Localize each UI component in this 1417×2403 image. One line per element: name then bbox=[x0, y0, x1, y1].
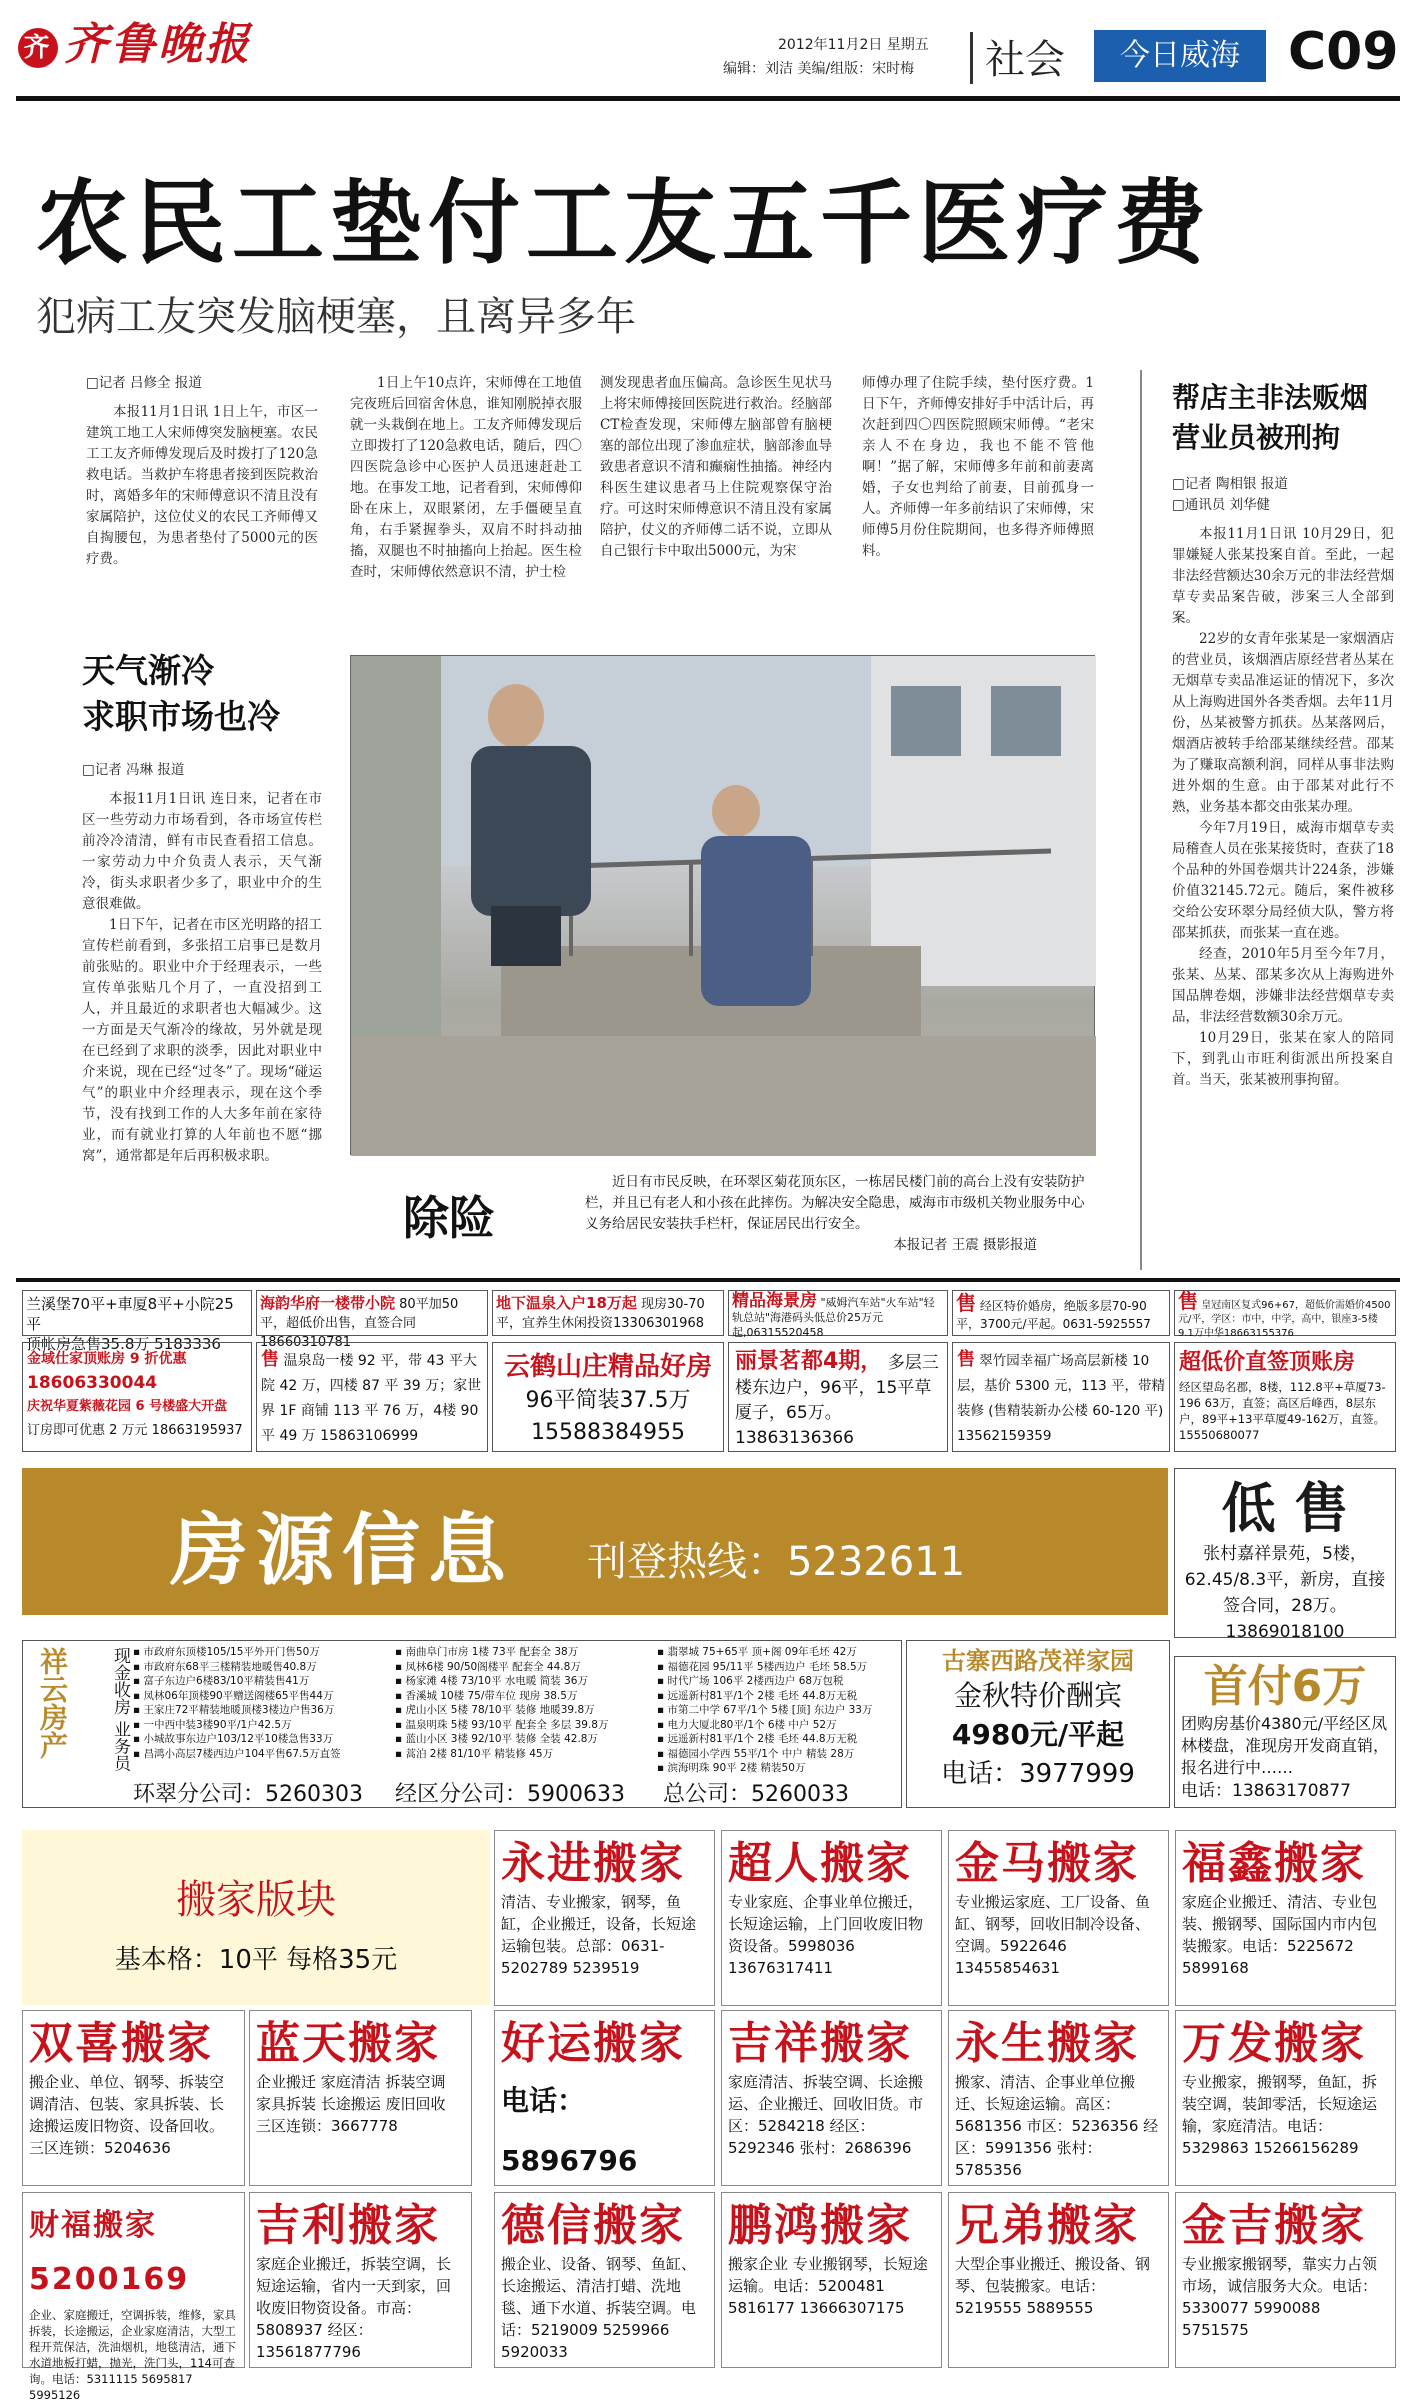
branch-phone: 总公司：5260033 bbox=[663, 1782, 849, 1807]
paragraph: 经查，2010年5月至今年7月，张某、丛某、邵某多次从上海购进外国品牌卷烟，涉嫌非法经营烟草专卖品，非法经营数额30余万元。 bbox=[1172, 946, 1394, 1025]
moving-ad-text: 家庭清洁、拆装空调、长途搬运、企业搬迁、回收旧货。市区：5284218 经区：5292346 张村：2686396 bbox=[728, 2073, 924, 2157]
listing-item: ▪ 凤林06年顶楼90平赠送阁楼65平售44万 bbox=[133, 1689, 334, 1702]
listing-item: ▪ 福德花园 95/11平 5楼西边户 毛坯 58.5万 bbox=[657, 1660, 868, 1673]
agency-sub: 现金收房 业务员 bbox=[110, 1647, 130, 1772]
moving-ad-name: 吉利搬家 bbox=[256, 2200, 440, 2251]
paragraph: 1日下午，记者在市区光明路的招工宣传栏前看到，多张招工启事已是数月前张贴的。职业中介于经理表示，一些宣传单张贴几个月了，一直没招到工人，并且最近的求职者也大幅减少。这一方面是天气渐冷的缘故，另外就是现在已经到了求职的淡季，因此对职业中介来说，现在已经“过冬”了。现场“碰运气”的职业中介经理表示，现在这个季节，没有找到工作的人大多年前在家待业，而有就业打算的人年前也不愿“挪窝”，通常都是年后再积极求职。 bbox=[82, 917, 322, 1164]
news-photo bbox=[350, 655, 1095, 1155]
caption-text: 近日有市民反映，在环翠区菊花顶东区，一栋居民楼门前的高台上没有安装防护栏，并且已有老人和小孩在此摔伤。为解决安全隐患，威海市市级机关物业服务中心义务给居民安装扶手栏杆，保证居民出行安全。 bbox=[585, 1174, 1085, 1232]
headline: 农民工垫付工友五千医疗费 bbox=[36, 170, 1213, 277]
moving-ad-text: 专业家庭、企事业单位搬迁，长短途运输，上门回收废旧物资设备。5998036 13676317411 bbox=[728, 1893, 924, 1977]
ad-title: 庆祝华夏紫薇花园 6 号楼盛大开盘 bbox=[27, 1399, 228, 1414]
ad-title: 丽景茗都4期， bbox=[735, 1349, 883, 1374]
listing-item: ▪ 王家庄72平精装地暖顶楼3楼边户售36万 bbox=[133, 1704, 335, 1716]
cigarette-article bbox=[1172, 378, 1394, 1091]
listing-item: ▪ 电力大厦北80平/1个 6楼 中户 52万 bbox=[657, 1718, 837, 1731]
gucun-ad bbox=[906, 1640, 1170, 1808]
ad-phone: 15588384955 bbox=[531, 1420, 685, 1445]
ad-text: 团购房基价4380元/平经区凤林楼盘，准现房开发商直销，报名进行中…… bbox=[1181, 1714, 1390, 1777]
classified-ad bbox=[256, 1290, 488, 1350]
ad-text: 96平简装37.5万 bbox=[525, 1388, 691, 1413]
moving-ad-name: 福鑫搬家 bbox=[1182, 1838, 1366, 1889]
byline: □记者 陶相银 报道 bbox=[1172, 476, 1288, 492]
ad-text: 经区特价婚房，绝版多层70-90平，3700元/平起。0631-5925557 bbox=[956, 1299, 1151, 1331]
paragraph: 10月29日，张某在家人的陪同下，到乳山市旺利街派出所投案自首。当天，张某被刑事拘留。 bbox=[1172, 1030, 1394, 1088]
listing-item: ▪ 富子东边户6楼83/10平精装售41万 bbox=[133, 1675, 310, 1687]
photo-credit: 本报记者 王震 摄影报道 bbox=[893, 1237, 1037, 1253]
moving-ad-text: 专业搬家，搬钢琴，鱼缸，拆装空调，装卸零活，长短途运输，家庭清洁。电话：5329863 15266156289 bbox=[1182, 2073, 1378, 2157]
paragraph: 师傅办理了住院手续，垫付医疗费。1日下午，齐师傅安排好手中活计后，再次赶到四〇四医院照顾宋师傅。“老宋亲人不在身边，我也不能不管他啊！”据了解，宋师傅多年前和前妻离婚，子女也判给了前妻，目前孤身一人。齐师傅一年多前结识了宋师傅，宋师傅5月份住院期间，也多得齐师傅照料。 bbox=[862, 375, 1094, 559]
listing-item: ▪ 市第二中学 67平/1个 5楼 [顶] 东边户 33万 bbox=[657, 1704, 873, 1716]
moving-ad-text: 专业搬家搬钢琴，靠实力占领市场，诚信服务大众。电话：5330077 5990088 5751575 bbox=[1182, 2255, 1378, 2339]
ad-text: 经区望岛名郡，8楼，112.8平+草厦73-196 63万，直签；高区后峰西，8层东户，89平+13平草厦49-162万，直签。15550680077 bbox=[1179, 1380, 1386, 1442]
listing-item: ▪ 时代广场 106平 2楼西边户 68万包税 bbox=[657, 1675, 844, 1687]
xiangyun-realty-ad bbox=[22, 1640, 902, 1808]
classified-ad bbox=[492, 1342, 724, 1452]
ad-text: 张村嘉祥景苑，5楼，62.45/8.3平，新房，直接签合同，28万。13869018100 bbox=[1184, 1544, 1386, 1642]
moving-ad-name: 财福搬家5200169 bbox=[29, 2208, 190, 2297]
listing-item: ▪ 蓝山小区 3楼 92/10平 装修 全装 42.8万 bbox=[395, 1733, 598, 1745]
article-col-3 bbox=[600, 373, 832, 562]
listing-item: ▪ 滨海明珠 90平 2楼 精装50万 bbox=[657, 1762, 806, 1774]
ad-text: 订房即可优惠 2 万元 18663195937 bbox=[27, 1423, 243, 1438]
logo-text: 齐鲁晚报 bbox=[64, 19, 252, 70]
moving-ad bbox=[22, 2192, 245, 2402]
ad-title: 古寨西路茂祥家园 bbox=[942, 1647, 1134, 1675]
classified-ad bbox=[492, 1290, 724, 1336]
listing-item: ▪ 蒿泊 2楼 81/10平 精装修 45万 bbox=[395, 1747, 554, 1760]
article-col-4 bbox=[862, 373, 1094, 562]
logo-icon: 齐 bbox=[18, 28, 58, 68]
classified-ad bbox=[1174, 1342, 1396, 1452]
ad-title: 售 bbox=[1178, 1289, 1198, 1313]
moving-ad bbox=[948, 2192, 1169, 2368]
banner-hotline: 刊登热线：5232611 bbox=[587, 1539, 966, 1585]
listing-item: ▪ 一中西中装3楼90平/1户42.5万 bbox=[133, 1718, 292, 1731]
paragraph: 今年7月19日，威海市烟草专卖局稽查人员在张某接货时，查获了18个品种的外国卷烟共计224条，涉嫌价值32145.72元。随后，案件被移交给公安环翠分局经侦大队，警方将邵某抓获，而张某一直在逃。 bbox=[1172, 820, 1394, 941]
moving-ad bbox=[721, 1830, 942, 2006]
classified-ad bbox=[728, 1290, 948, 1339]
page-number: C09 bbox=[1288, 22, 1399, 82]
moving-ad-name: 鹏鸿搬家 bbox=[728, 2200, 912, 2251]
listing-item: ▪ 香溪城 10楼 75/带车位 现房 38.5万 bbox=[395, 1689, 578, 1702]
article-col-2 bbox=[350, 373, 582, 583]
listing-item: ▪ 远遥新村81平/1个 2楼 毛坯 44.8万无税 bbox=[657, 1689, 858, 1702]
listing-item: ▪ 市政府东顶楼105/15平外开门售50万 bbox=[133, 1646, 320, 1658]
issue-date: 2012年11月2日 星期五 bbox=[778, 37, 929, 53]
byline: □通讯员 刘华健 bbox=[1172, 497, 1271, 513]
moving-ad bbox=[948, 1830, 1169, 2006]
ad-phone: 电话：13863170877 bbox=[1181, 1781, 1351, 1801]
ad-title: 云鹤山庄精品好房 bbox=[503, 1352, 712, 1382]
article-col-1 bbox=[86, 373, 318, 570]
ad-text: 多层三楼东边户，96平，15平草厦子，65万。13863136366 bbox=[735, 1353, 939, 1448]
cig-title-2: 营业员被刑拘 bbox=[1172, 421, 1341, 454]
byline: □记者 吕修全 报道 bbox=[86, 375, 202, 391]
branch-phone: 经区分公司：5900633 bbox=[395, 1782, 625, 1807]
ad-text: 顶帐房急售35.8万 5183336 bbox=[26, 1335, 221, 1353]
first-payment-ad bbox=[1174, 1656, 1396, 1808]
ads-rule bbox=[16, 1278, 1400, 1282]
paragraph: 22岁的女青年张某是一家烟酒店的营业员，该烟酒店原经营者丛某在无烟草专卖品准运证的情况下，多次从上海购进国外各类香烟。去年11月份，丛某被警方抓获。丛某落网后，烟酒店被转手给邵某继续经营。邵某为了赚取高额利润，同样从事非法购进外烟的生意。由于邵某对此行不熟，业务基本都交由张某办理。 bbox=[1172, 631, 1394, 815]
photo-caption bbox=[585, 1172, 1097, 1256]
listing-item: ▪ 小城故事东边户103/12平10楼急售33万 bbox=[133, 1733, 334, 1745]
moving-ad bbox=[721, 2192, 942, 2368]
moving-ad bbox=[494, 2010, 715, 2186]
ad-text: 80平加50平，超低价出售，直签合同 18660310781 bbox=[260, 1297, 459, 1350]
paragraph: 测发现患者血压偏高。急诊医生见状马上将宋师傅接回医院进行救治。经脑部CT检查发现，宋师傅左脑部曾有脑梗塞的部位出现了渗血症状，脑部渗血导致患者意识不清和癫痫性抽搐。神经内科医生建议患者马上住院观察保守治疗。可这时宋师傅意识不清且没有家属陪护，仗义的齐师傅二话不说，立即从自己银行卡中取出5000元，为宋 bbox=[600, 375, 832, 559]
ad-text: 翠竹园幸福广场高层新楼 10 层，基价 5300 元，113 平，带精装修 (售精装新办公楼 60-120 平) 13562159359 bbox=[957, 1353, 1165, 1444]
moving-ad bbox=[1175, 2010, 1396, 2186]
moving-ad-text: 家庭企业搬迁，拆装空调，长短途运输，省内一天到家，回收废旧物资设备。市高：5808937 经区：13561877796 bbox=[256, 2255, 452, 2361]
ad-text: 现房30-70平，宜养生休闲投资13306301968 bbox=[496, 1297, 705, 1331]
ad-text: 皇冠南区复式96+67，超低价需婚价4500元/平，学区：市中，中学，高中，银座3-5楼9.1万中华18663155376 bbox=[1178, 1300, 1391, 1339]
moving-ad-text: 搬家、清洁、企事业单位搬迁、长短途运输。高区：5681356 市区：5236356 经区：5991356 张村：5785356 bbox=[955, 2073, 1159, 2179]
listing-col-1 bbox=[133, 1645, 393, 1761]
moving-ad-text: 大型企事业搬迁、搬设备、钢琴、包装搬家。电话：5219555 5889555 bbox=[955, 2255, 1151, 2317]
ad-title: 售 bbox=[261, 1349, 279, 1370]
moving-ad-name: 永进搬家 bbox=[501, 1838, 685, 1889]
listing-item: ▪ 市政府东68平三楼精装地暖售40.8万 bbox=[133, 1660, 317, 1673]
moving-ad-text: 搬企业、单位、钢琴、拆装空调清洁、包装、家具拆装、长途搬运废旧物资、设备回收。三区连锁：5204636 bbox=[29, 2073, 225, 2157]
subheadline: 犯病工友突发脑梗塞，且离异多年 bbox=[36, 294, 636, 340]
column-divider bbox=[1140, 370, 1142, 1270]
listing-item: ▪ 凤林6楼 90/50阁楼平 配套全 44.8万 bbox=[395, 1660, 581, 1673]
paragraph: 本报11月1日讯 连日来，记者在市区一些劳动力市场看到，各市场宣传栏前冷冷清清，鲜有市民查看招工信息。一家劳动力中介负责人表示，天气渐冷，街头求职者少多了，职业中介的生意很难做。 bbox=[82, 791, 322, 912]
moving-ad-name: 金马搬家 bbox=[955, 1838, 1139, 1889]
photo-illustration bbox=[351, 656, 1096, 1156]
property-banner bbox=[22, 1468, 1168, 1615]
listing-item: ▪ 虎山小区 5楼 78/10平 装修 地暖39.8万 bbox=[395, 1704, 595, 1716]
ad-price: 4980元/平起 bbox=[951, 1718, 1125, 1751]
moving-ad-name: 德信搬家 bbox=[501, 2200, 685, 2251]
moving-ad-text: 企业、家庭搬迁，空调拆装，维修，家具拆装，长途搬运，企业家庭清洁，大型工程开荒保洁，洗油烟机，地毯清洁，通下水道地板打蜡，抛光，洗门头，114可查询。电话：5311115 5695817 5995126 bbox=[29, 2308, 236, 2402]
classified-ad bbox=[728, 1342, 948, 1452]
ad-text: 金秋特价酬宾 bbox=[953, 1679, 1122, 1712]
paragraph: 1日上午10点许，宋师傅在工地值完夜班后回宿舍休息，谁知刚脱掉衣服就一头栽倒在地上。工友齐师傅发现后立即拨打了120急救电话，随后，四〇四医院急诊中心医护人员迅速赶赴工地。在事发工地，记者看到，宋师傅仰卧在床上，双眼紧闭，左手僵硬呈直角，右手紧握拳头，双肩不时抖动抽搐，双腿也不时抽搐向上抬起。医生检查时，宋师傅依然意识不清，护士检 bbox=[350, 375, 582, 580]
moving-ad bbox=[249, 2010, 472, 2186]
moving-ad-text: 搬企业、设备、钢琴、鱼缸、长途搬运、清洁打蜡、洗地毯、通下水道、拆装空调。电话：5219009 5259966 5920033 bbox=[501, 2255, 697, 2361]
classified-ad bbox=[952, 1342, 1170, 1452]
moving-title: 搬家版块 bbox=[176, 1877, 336, 1923]
listing-col-2 bbox=[395, 1645, 655, 1761]
banner-title: 房源信息 bbox=[170, 1506, 515, 1596]
moving-ad-text: 家庭企业搬迁、清洁、专业包装、搬钢琴、国际国内市内包装搬家。电话：5225672 5899168 bbox=[1182, 1893, 1378, 1977]
weather-title-1: 天气渐冷 bbox=[82, 651, 214, 690]
ad-title: 兰溪堡70平+車厦8平+小院25平 bbox=[26, 1295, 234, 1333]
moving-ad bbox=[948, 2010, 1169, 2186]
classified-ad bbox=[256, 1342, 488, 1452]
moving-ad-name: 超人搬家 bbox=[728, 1838, 912, 1889]
moving-ad bbox=[494, 1830, 715, 2006]
moving-ad bbox=[721, 2010, 942, 2186]
listing-item: ▪ 杨家滩 4楼 73/10平 水电暖 简装 36万 bbox=[395, 1675, 588, 1687]
moving-ad-text: 企业搬迁 家庭清洁 拆装空调 家具拆装 长途搬运 废旧回收 三区连锁：3667778 bbox=[256, 2073, 446, 2135]
ad-title: 售 bbox=[957, 1349, 975, 1370]
moving-ad-text: 专业搬运家庭、工厂设备、鱼缸、钢琴，回收旧制冷设备、空调。5922646 13455854631 bbox=[955, 1893, 1151, 1977]
moving-ad-name: 双喜搬家 bbox=[29, 2018, 213, 2069]
ad-title: 超低价直签顶账房 bbox=[1179, 1350, 1356, 1375]
weather-article bbox=[82, 648, 322, 1167]
moving-ad-name: 蓝天搬家 bbox=[256, 2018, 440, 2069]
listing-item: ▪ 福德园小学西 55平/1个 中户 精装 28万 bbox=[657, 1747, 855, 1760]
paragraph: 本报11月1日讯 1日上午，市区一建筑工地工人宋师傅突发脑梗塞。农民工工友齐师傅发现后及时拨打了120急救电话。当救护车将患者接到医院救治时，离婚多年的宋师傅意识不清且没有家属陪护，这位仗义的农民工齐师傅又自掏腰包，为患者垫付了5000元的医疗费。 bbox=[86, 404, 318, 567]
low-price-ad bbox=[1174, 1468, 1396, 1642]
moving-ad-name: 金吉搬家 bbox=[1182, 2200, 1366, 2251]
listing-item: ▪ 翡翠城 75+65平 顶+阁 09年毛坯 42万 bbox=[657, 1646, 857, 1658]
moving-ad-name: 好运搬家 bbox=[501, 2018, 685, 2069]
agency-name: 祥云房产 bbox=[36, 1647, 69, 1759]
section-name: 社会 bbox=[985, 37, 1065, 83]
header-divider bbox=[970, 32, 973, 84]
moving-ad-text: 电话：5896796 bbox=[501, 2084, 638, 2177]
branch-phone: 环翠分公司：5260303 bbox=[133, 1782, 363, 1807]
listing-item: ▪ 温泉明珠 5楼 93/10平 配套全 多层 39.8万 bbox=[395, 1718, 609, 1731]
listing-item: ▪ 远遥新村81平/1个 2楼 毛坯 44.8万无税 bbox=[657, 1733, 858, 1745]
classified-ad bbox=[952, 1290, 1170, 1336]
byline: □记者 冯琳 报道 bbox=[82, 762, 185, 778]
weather-title-2: 求职市场也冷 bbox=[82, 697, 280, 736]
moving-ad bbox=[249, 2192, 472, 2368]
ad-phone: 电话：3977999 bbox=[941, 1759, 1135, 1789]
ad-title: 海韵华府一楼带小院 bbox=[260, 1294, 396, 1312]
classified-ad bbox=[1174, 1289, 1396, 1339]
ad-phone: 18606330044 bbox=[27, 1373, 158, 1393]
listing-item: ▪ 昌鸿小高层7楼西边户104平售67.5万直签 bbox=[133, 1747, 341, 1760]
moving-price: 基本格：10平 每格35元 bbox=[114, 1945, 398, 1975]
moving-ad-name: 吉祥搬家 bbox=[728, 2018, 912, 2069]
moving-ad bbox=[1175, 2192, 1396, 2368]
moving-ad-text: 搬家企业 专业搬钢琴，长短途运输。电话：5200481 5816177 13666307175 bbox=[728, 2255, 928, 2317]
ad-text: 温泉岛一楼 92 平，带 43 平大院 42 万，四楼 87 平 39 万；家世界 1F 商铺 113 平 76 万，4楼 90 平 49 万 15863106999 bbox=[261, 1353, 482, 1444]
listing-col-3 bbox=[657, 1645, 903, 1776]
moving-ad-name: 兄弟搬家 bbox=[955, 2200, 1139, 2251]
cig-title-1: 帮店主非法贩烟 bbox=[1172, 381, 1369, 414]
ad-title: 金域仕家顶账房 9 折优惠 bbox=[27, 1351, 187, 1367]
ad-title: 精品海景房 bbox=[732, 1291, 817, 1311]
region-badge: 今日威海 bbox=[1094, 30, 1266, 82]
top-rule bbox=[16, 96, 1400, 101]
moving-ad-name: 永生搬家 bbox=[955, 2018, 1139, 2069]
moving-section-header bbox=[22, 1830, 490, 2005]
ad-title: 首付6万 bbox=[1203, 1661, 1367, 1712]
moving-ad bbox=[494, 2192, 715, 2368]
classified-ad bbox=[22, 1342, 252, 1452]
moving-ad bbox=[1175, 1830, 1396, 2006]
editors-line: 编辑：刘洁 美编/组版：宋时梅 bbox=[723, 61, 915, 77]
ad-title: 地下温泉入户18万起 bbox=[496, 1294, 637, 1312]
listing-item: ▪ 南曲阜门市房 1楼 73平 配套全 38万 bbox=[395, 1646, 579, 1658]
ad-title: 低 售 bbox=[1221, 1476, 1349, 1540]
ad-title: 售 bbox=[956, 1291, 976, 1315]
classified-ad bbox=[22, 1290, 252, 1353]
paragraph: 本报11月1日讯 10月29日，犯罪嫌疑人张某投案自首。至此，一起非法经营额达30余万元的非法经营烟草专卖品案告破，涉案三人全部到案。 bbox=[1172, 526, 1394, 626]
moving-ad-name: 万发搬家 bbox=[1182, 2018, 1366, 2069]
masthead-logo bbox=[18, 8, 252, 72]
moving-ad bbox=[22, 2010, 245, 2186]
photo-title: 除险 bbox=[403, 1191, 495, 1245]
moving-ad-text: 清洁、专业搬家，钢琴，鱼缸，企业搬迁，设备，长短途运输包装。总部：0631-5202789 5239519 bbox=[501, 1893, 697, 1977]
ad-text: "威姆汽车站"火车站"轻轨总站"海港码头低总价25万元起,06315520458 bbox=[732, 1296, 935, 1339]
